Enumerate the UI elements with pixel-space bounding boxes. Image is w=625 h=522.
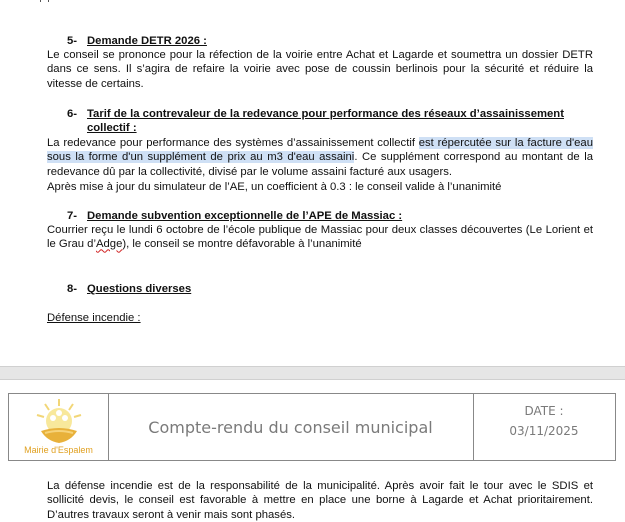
section-6-body2: Après mise à jour du simulateur de l’AE, un coefficient à 0.3 : le conseil valide à l’unanimité <box>47 181 502 193</box>
spelling-flag-adge: Adge <box>95 238 123 251</box>
section-6-title-line2-wrap <box>87 121 137 135</box>
section-7-body <box>47 223 593 252</box>
section-7-body-post: ), le conseil se montre défavorable à l’unanimité <box>122 238 362 251</box>
page-break <box>0 366 625 380</box>
defense-label-wrap <box>47 311 593 325</box>
section-5-number: 5- <box>67 35 78 47</box>
section-7-title: Demande subvention exceptionnelle de l’APE de Massiac : <box>87 210 403 222</box>
document-title: Compte-rendu du conseil municipal <box>108 394 474 460</box>
date-label: DATE : <box>524 404 564 418</box>
section-6-body <box>47 136 593 179</box>
defense-incendie-body: La défense incendie est de la responsabilité de la municipalité. Après avoir fait le tour avec le SDIS et sollicité devis, le conseil est favorable à mettre en place une borne à Lagarde et Achat prioritairement. D’autres travaux seront à venir mais sont phasés. <box>47 480 593 521</box>
section-7-number: 7- <box>67 210 78 222</box>
page-header-table <box>8 393 616 461</box>
defense-incendie-label: Défense incendie : <box>47 312 141 324</box>
section-6-body-highlight: est répercutée sur la facture d'eau sous la forme d'un supplément de prix au m3 d'eau assaini <box>47 137 593 164</box>
section-6-body-post: . Ce supplément correspond au montant de la redevance dû par la collectivité, divisé par le volume assaini facturé aux usagers. <box>47 151 594 178</box>
section-5-title: Demande DETR 2026 : <box>87 35 207 47</box>
section-8-number: 8- <box>67 283 78 295</box>
section-5-body: Le conseil se prononce pour la réfection de la voirie entre Achat et Lagarde et soumettra un dossier DETR dans ce sens. Il s’agira de refaire la voirie avec pose de coussin berlinois pour la sécurité et réduire la vitesse de certains. <box>47 49 593 90</box>
logo-cell <box>9 394 109 460</box>
mairie-logo-icon <box>31 397 87 447</box>
section-6-body-pre: La redevance pour performance des systèmes d’assainissement collectif <box>47 137 419 149</box>
date-cell <box>473 394 615 460</box>
section-8-title: Questions diverses <box>87 283 192 295</box>
date-value: 03/11/2025 <box>509 424 579 438</box>
section-6-title-line1: Tarif de la contrevaleur de la redevance pour performance des réseaux d’assainissement <box>87 108 564 120</box>
previous-line-fragment <box>40 0 600 2</box>
section-6-title-line2: collectif : <box>87 122 137 134</box>
section-6-number: 6- <box>67 108 78 120</box>
logo-text: Mairie d'Espalem <box>24 445 93 455</box>
section-7-body-pre: Courrier reçu le lundi 6 octobre de l’école publique de Massiac pour deux classes découvertes (Le Lorient et le Grau d’ <box>47 224 593 251</box>
